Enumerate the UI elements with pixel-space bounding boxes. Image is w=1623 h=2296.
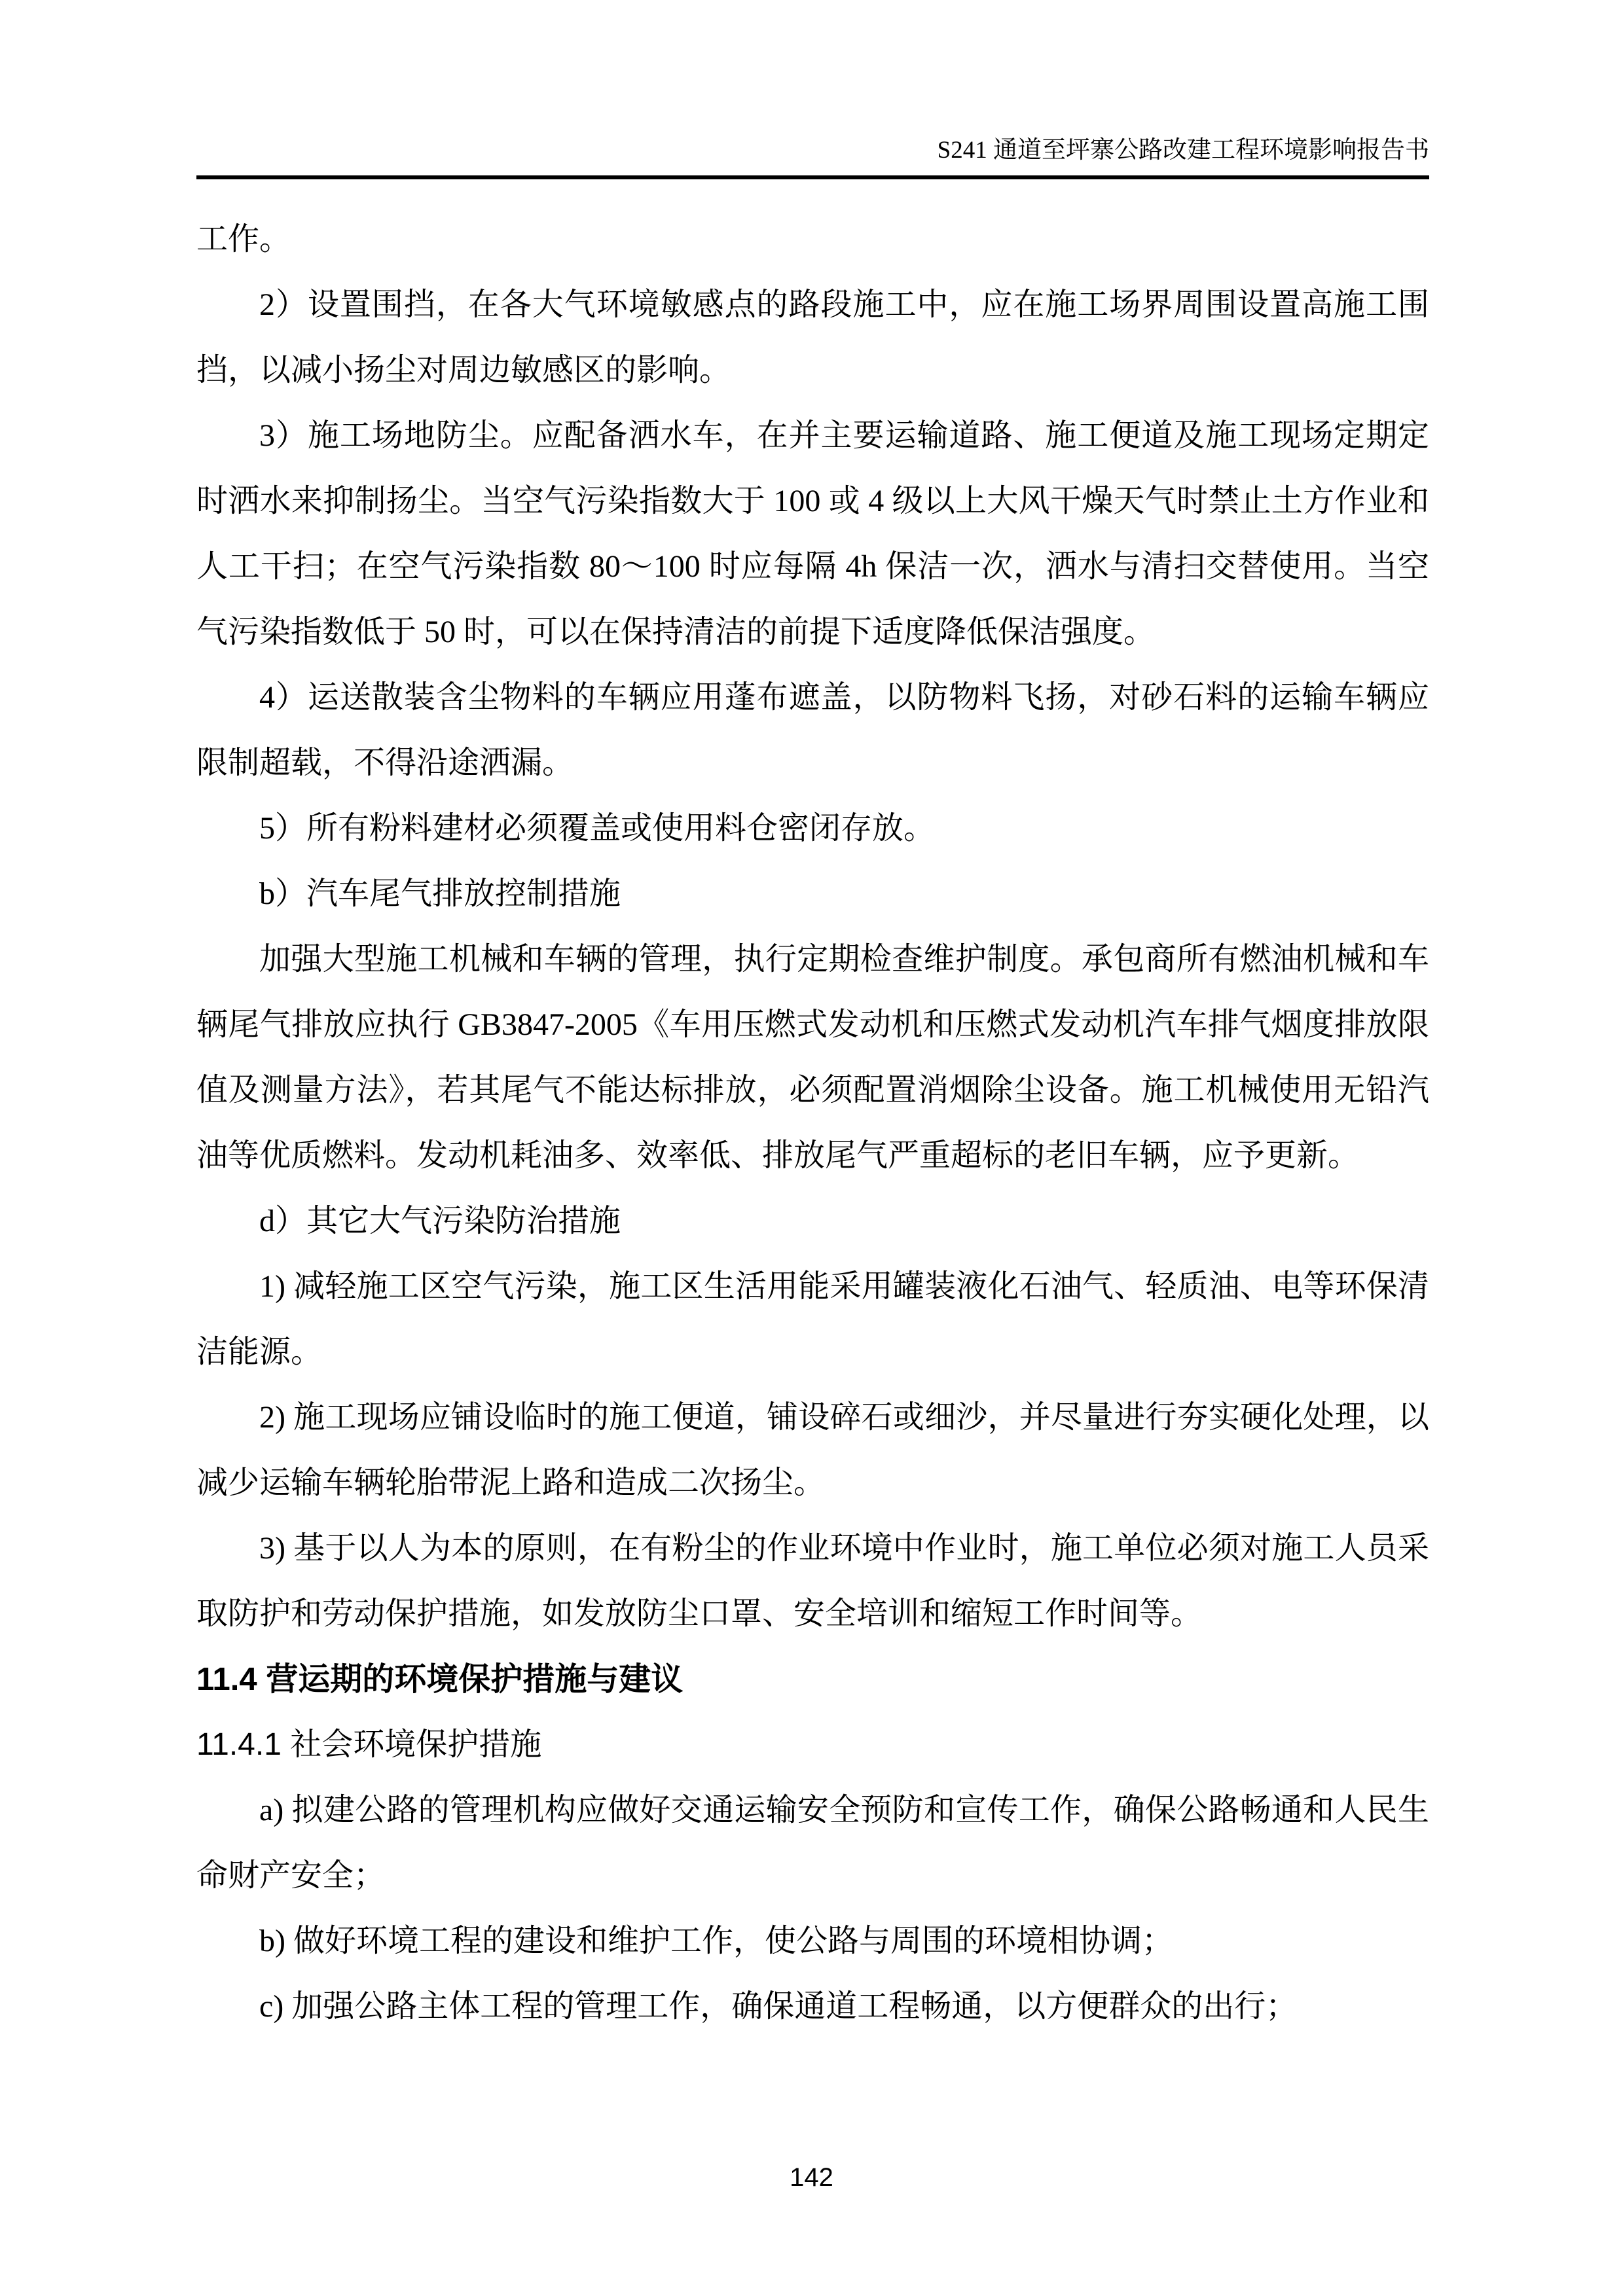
paragraph: 3) 基于以人为本的原则，在有粉尘的作业环境中作业时，施工单位必须对施工人员采取防护和劳动保护措施，如发放防尘口罩、安全培训和缩短工作时间等。 [196,1531,1429,1631]
paragraph: 1) 减轻施工区空气污染，施工区生活用能采用罐装液化石油气、轻质油、电等环保清洁能源。 [196,1269,1429,1369]
paragraph: a) 拟建公路的管理机构应做好交通运输安全预防和宣传工作，确保公路畅通和人民生命财产安全； [196,1793,1429,1893]
paragraph: b) 做好环境工程的建设和维护工作，使公路与周围的环境相协调； [259,1924,1173,1958]
paragraph: d）其它大气污染防治措施 [259,1204,621,1238]
paragraph: c) 加强公路主体工程的管理工作，确保通道工程畅通，以方便群众的出行； [259,1989,1298,2024]
paragraph: 工作。 [196,222,291,257]
page-number: 142 [790,2163,833,2192]
paragraph: 2）设置围挡，在各大气环境敏感点的路段施工中，应在施工场界周围设置高施工围挡，以减小扬尘对周边敏感区的影响。 [196,287,1429,387]
paragraph: b）汽车尾气排放控制措施 [259,876,621,911]
paragraph: 2) 施工现场应铺设临时的施工便道，铺设碎石或细沙，并尽量进行夯实硬化处理，以减少运输车辆轮胎带泥上路和造成二次扬尘。 [196,1400,1429,1500]
section-heading: 11.4 营运期的环境保护措施与建议 [196,1662,684,1697]
paragraph: 加强大型施工机械和车辆的管理，执行定期检查维护制度。承包商所有燃油机械和车辆尾气排放应执行 GB3847-2005《车用压燃式发动机和压燃式发动机汽车排气烟度排放限值及测量方法》，若其尾气不能达标排放，必须配置消烟除尘设备。施工机械使用无铅汽油等优质燃料。发动机耗油多、效率低、排放尾气严重超标的老旧车辆，应予更新。 [196,942,1429,1173]
section-heading: 11.4.1 社会环境保护措施 [196,1727,542,1762]
header-rule [196,175,1429,179]
paragraph: 5）所有粉料建材必须覆盖或使用料仓密闭存放。 [259,811,936,846]
paragraph: 4）运送散装含尘物料的车辆应用蓬布遮盖，以防物料飞扬，对砂石料的运输车辆应限制超载，不得沿途洒漏。 [196,680,1429,780]
page-header [196,0,1429,179]
document-body [196,207,1429,2039]
paragraph: 3）施工场地防尘。应配备洒水车，在并主要运输道路、施工便道及施工现场定期定时洒水来抑制扬尘。当空气污染指数大于 100 或 4 级以上大风干燥天气时禁止土方作业和人工干扫；在空气污染指数 80～100 时应每隔 4h 保洁一次，洒水与清扫交替使用。当空气污染指数低于 50 时，可以在保持清洁的前提下适度降低保洁强度。 [196,418,1429,649]
header-title: S241 通道至坪寨公路改建工程环境影响报告书 [937,137,1429,164]
